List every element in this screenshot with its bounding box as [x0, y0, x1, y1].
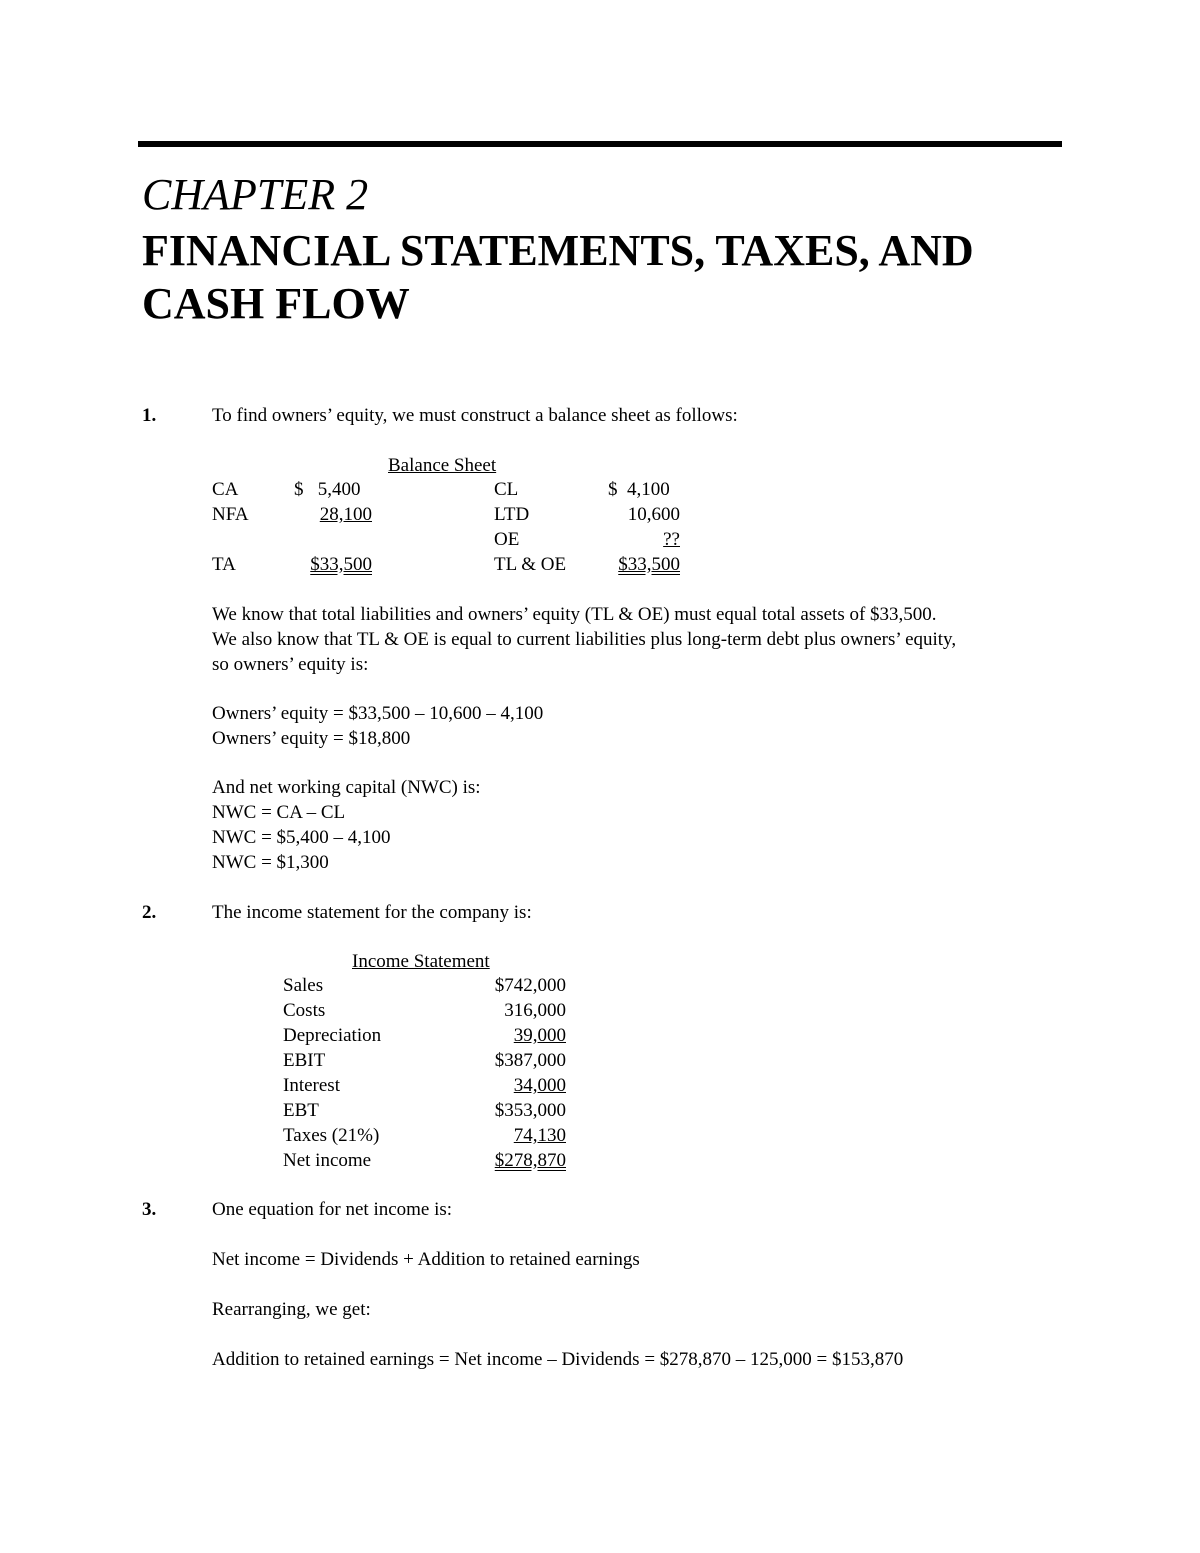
is-label: Depreciation	[283, 1025, 382, 1046]
equation-line: Owners’ equity = $18,800	[212, 728, 411, 749]
paragraph-line: Rearranging, we get:	[212, 1299, 371, 1320]
chapter-number: CHAPTER 2	[142, 170, 369, 219]
income-statement-title: Income Statement	[352, 951, 490, 972]
is-value: $387,000	[494, 1050, 566, 1071]
problem-3-number: 3.	[142, 1199, 157, 1220]
is-value: 74,130	[513, 1125, 566, 1146]
equation-line: Net income = Dividends + Addition to retained earnings	[212, 1249, 640, 1270]
problem-1-number: 1.	[142, 405, 157, 426]
bs-left-value: $ 5,400	[294, 479, 361, 500]
paragraph-line: We know that total liabilities and owners’ equity (TL & OE) must equal total assets of $33,500.	[212, 604, 937, 625]
problem-1-intro: To find owners’ equity, we must construct a balance sheet as follows:	[212, 405, 738, 426]
is-label: Interest	[283, 1075, 340, 1096]
equation-line: Addition to retained earnings = Net income – Dividends = $278,870 – 125,000 = $153,870	[212, 1349, 904, 1370]
is-label: EBIT	[283, 1050, 326, 1071]
bs-right-label: OE	[494, 529, 520, 550]
balance-sheet-title: Balance Sheet	[388, 455, 497, 476]
equation-line: NWC = $5,400 – 4,100	[212, 827, 391, 848]
bs-left-label: TA	[212, 554, 236, 575]
bs-right-label: CL	[494, 479, 519, 500]
is-label: Sales	[283, 975, 324, 996]
header-rule	[138, 141, 1062, 147]
bs-right-value: $ 4,100	[608, 479, 670, 500]
equation-line: NWC = $1,300	[212, 852, 329, 873]
bs-right-label: TL & OE	[494, 554, 567, 575]
is-value: 39,000	[513, 1025, 566, 1046]
bs-left-label: CA	[212, 479, 239, 500]
bs-right-value: $33,500	[618, 554, 680, 575]
paragraph-line: We also know that TL & OE is equal to current liabilities plus long-term debt plus owners’ equity,	[212, 629, 957, 650]
bs-right-value: ??	[663, 529, 680, 550]
paragraph-line: so owners’ equity is:	[212, 654, 369, 675]
is-label: Costs	[283, 1000, 326, 1021]
is-label: EBT	[283, 1100, 319, 1121]
is-value: $742,000	[494, 975, 566, 996]
is-value: 316,000	[504, 1000, 566, 1021]
paragraph-line: And net working capital (NWC) is:	[212, 777, 481, 798]
chapter-title: FINANCIAL STATEMENTS, TAXES, AND CASH FLOW	[142, 226, 974, 328]
is-label: Net income	[283, 1150, 372, 1171]
is-value: $278,870	[494, 1150, 566, 1171]
bs-left-label: NFA	[212, 504, 249, 525]
bs-right-value: 10,600	[627, 504, 680, 525]
equation-line: Owners’ equity = $33,500 – 10,600 – 4,100	[212, 703, 544, 724]
is-value: $353,000	[494, 1100, 566, 1121]
bs-left-value: 28,100	[319, 504, 372, 525]
problem-3-intro: One equation for net income is:	[212, 1199, 453, 1220]
bs-right-label: LTD	[494, 504, 530, 525]
bs-left-value: $33,500	[310, 554, 372, 575]
problem-2-intro: The income statement for the company is:	[212, 902, 532, 923]
is-value: 34,000	[513, 1075, 566, 1096]
problem-2-number: 2.	[142, 902, 157, 923]
is-label: Taxes (21%)	[283, 1125, 380, 1146]
equation-line: NWC = CA – CL	[212, 802, 346, 823]
